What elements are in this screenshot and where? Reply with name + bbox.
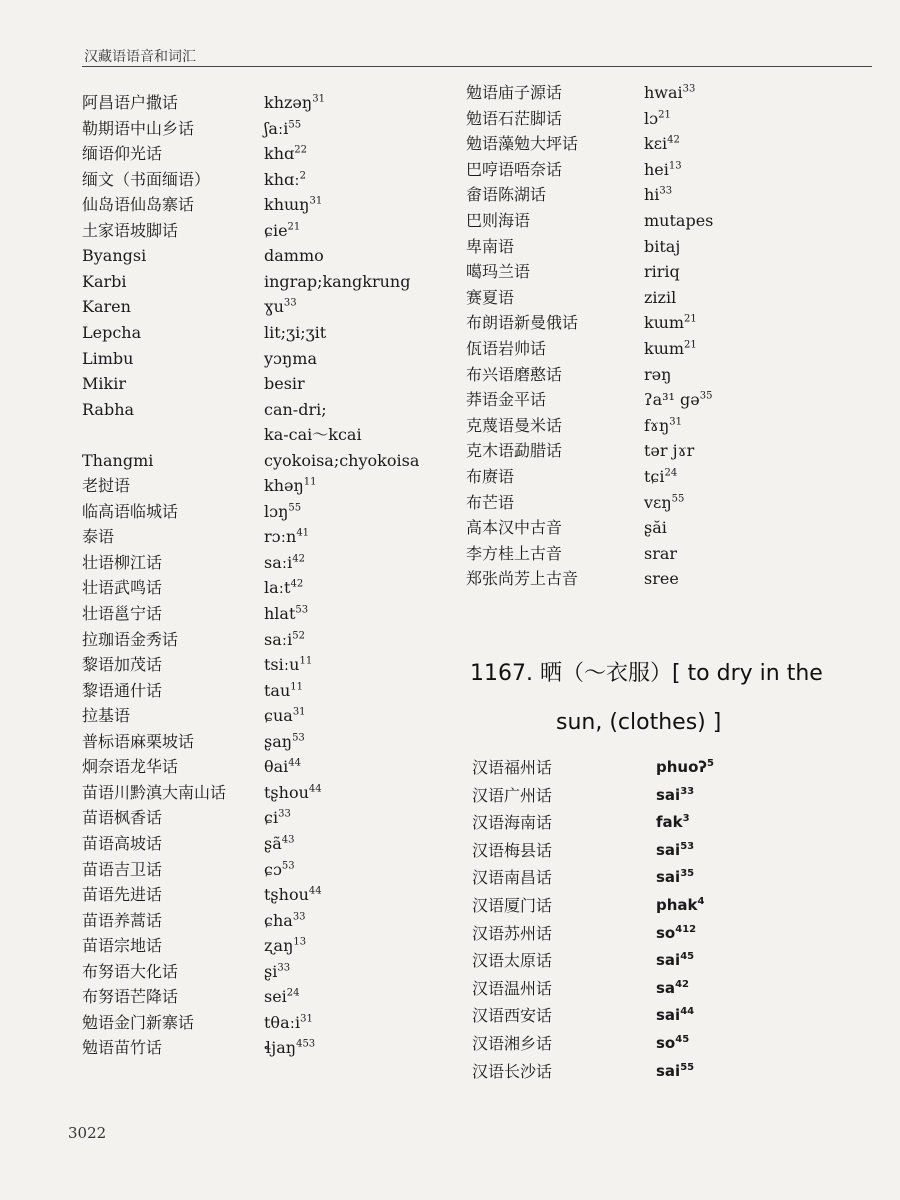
word-form xyxy=(644,490,684,515)
phonetic-form: ʐaŋ xyxy=(264,936,294,956)
language-name: 噶玛兰语 xyxy=(466,262,531,282)
language-name: 布努语芒降话 xyxy=(82,987,179,1007)
word-form xyxy=(264,243,324,268)
word-form xyxy=(644,438,694,463)
language-name: 普标语麻栗坡话 xyxy=(82,731,195,751)
tone-mark: 52 xyxy=(292,630,305,642)
word-form xyxy=(264,805,291,830)
phonetic-form: ɕha xyxy=(264,910,293,930)
language-name: 勉语庙子源话 xyxy=(466,83,563,102)
word-form xyxy=(656,976,689,1001)
word-form xyxy=(644,285,676,310)
word-form xyxy=(264,116,301,141)
word-form xyxy=(644,541,677,566)
tone-mark: 24 xyxy=(286,987,300,999)
language-name: 汉语西安话 xyxy=(472,1006,553,1026)
word-form xyxy=(656,838,694,863)
phonetic-form: srar xyxy=(644,543,678,563)
tone-mark: 24 xyxy=(664,467,678,479)
phonetic-form: laːt xyxy=(264,578,291,598)
phonetic-form: khɑː xyxy=(264,169,300,189)
tone-mark: 412 xyxy=(675,923,697,935)
phonetic-form: sree xyxy=(644,569,679,589)
word-form xyxy=(264,1035,315,1060)
phonetic-form: sei xyxy=(264,987,287,1007)
tone-mark: 11 xyxy=(303,476,317,488)
word-form xyxy=(644,413,682,438)
language-name: 阿昌语户撒话 xyxy=(82,93,179,112)
tone-mark: 31 xyxy=(300,1013,313,1025)
word-form xyxy=(644,106,671,131)
word-form xyxy=(264,473,317,498)
word-form xyxy=(264,575,303,600)
phonetic-form: θai xyxy=(264,757,289,777)
language-name: 壮语邕宁话 xyxy=(82,604,163,623)
phonetic-form: sai xyxy=(656,1061,681,1080)
tone-mark: 33 xyxy=(278,809,291,821)
phonetic-form: ririq xyxy=(644,262,680,282)
language-name: 炯奈语龙华话 xyxy=(82,757,179,777)
word-form xyxy=(264,908,306,933)
phonetic-form: ɬjaŋ xyxy=(264,1038,297,1058)
word-form xyxy=(656,1059,694,1084)
phonetic-form: mutapes xyxy=(644,211,714,230)
tone-mark: 33 xyxy=(680,785,695,797)
language-name: 汉语广州话 xyxy=(472,785,553,805)
word-form xyxy=(264,294,297,319)
word-form xyxy=(644,336,697,361)
tone-mark: 33 xyxy=(292,911,306,923)
word-form xyxy=(264,831,294,856)
tone-mark: 35 xyxy=(699,390,713,402)
language-name: 布朗语新曼俄话 xyxy=(466,313,579,333)
phonetic-form: can-dri; xyxy=(264,399,327,419)
language-name: 临高语临城话 xyxy=(82,501,179,521)
language-name: 苗语高坡话 xyxy=(82,833,163,853)
word-form xyxy=(644,362,671,387)
tone-mark: 45 xyxy=(680,951,695,963)
entry-heading-gloss: sun, (clothes) ] xyxy=(556,710,722,735)
language-name: 土家语坡脚话 xyxy=(82,220,179,240)
word-form xyxy=(264,141,307,166)
word-form xyxy=(644,566,679,591)
phonetic-form: sai xyxy=(656,1006,681,1025)
tone-mark: 53 xyxy=(680,840,695,852)
phonetic-form: phak xyxy=(656,896,698,914)
tone-mark: 13 xyxy=(668,160,682,172)
word-form xyxy=(644,157,682,182)
phonetic-form: tʂhou xyxy=(264,782,309,802)
word-form xyxy=(644,387,712,412)
word-form xyxy=(264,167,306,192)
language-name: 汉语海南话 xyxy=(472,813,553,833)
tone-mark: 53 xyxy=(295,604,309,616)
word-form xyxy=(264,422,362,447)
word-form xyxy=(644,310,697,335)
language-name: 黎语通什话 xyxy=(82,680,163,700)
language-name: 勉语藻勉大坪话 xyxy=(466,134,579,154)
language-name: Karen xyxy=(82,297,131,317)
tone-mark: 31 xyxy=(309,195,323,207)
phonetic-form: khəŋ xyxy=(264,476,304,496)
language-name: 克蔑语曼米话 xyxy=(466,415,563,435)
header-rule xyxy=(82,66,872,67)
word-form xyxy=(656,1031,689,1056)
phonetic-form: kɯm xyxy=(644,339,685,358)
phonetic-form: tsiːu xyxy=(264,655,300,675)
language-name: 巴哼语唔奈话 xyxy=(466,159,563,179)
word-form xyxy=(264,601,308,626)
phonetic-form: hlat xyxy=(264,604,296,623)
phonetic-form: sai xyxy=(656,840,681,859)
word-form xyxy=(644,259,680,284)
word-form xyxy=(264,703,306,728)
phonetic-form: cyokoisa;chyokoisa xyxy=(264,450,420,470)
phonetic-form: khzəŋ xyxy=(264,93,313,112)
word-form xyxy=(264,984,300,1009)
language-name: 高本汉中古音 xyxy=(466,518,563,538)
word-form xyxy=(264,499,301,524)
phonetic-form: ka-cai～kcai xyxy=(264,425,362,445)
language-name: 黎语加茂话 xyxy=(82,655,163,675)
language-name: 壮语武鸣话 xyxy=(82,578,163,598)
phonetic-form: so xyxy=(656,1034,676,1052)
word-form xyxy=(656,783,694,808)
language-name: 汉语福州话 xyxy=(472,758,553,777)
phonetic-form: vɛŋ xyxy=(644,492,672,512)
phonetic-form: bitaj xyxy=(644,236,681,256)
word-form xyxy=(644,234,680,259)
tone-mark: 44 xyxy=(288,757,302,769)
phonetic-form: tɕi xyxy=(644,467,665,486)
language-name: 苗语养蒿话 xyxy=(82,910,163,930)
word-form xyxy=(264,754,301,779)
language-name: Byangsi xyxy=(82,246,147,266)
language-name: 拉珈语金秀话 xyxy=(82,629,179,649)
tone-mark: 55 xyxy=(288,119,302,131)
tone-mark: 55 xyxy=(680,1061,695,1073)
phonetic-form: lɔ xyxy=(644,108,659,128)
tone-mark: 41 xyxy=(296,528,310,540)
word-form xyxy=(264,882,322,907)
page-number: 3022 xyxy=(68,1124,107,1142)
phonetic-form: ʂăi xyxy=(644,518,667,538)
phonetic-form: lit;ʒi;ʒit xyxy=(264,322,327,342)
tone-mark: 11 xyxy=(290,681,304,693)
language-name: 苗语宗地话 xyxy=(82,936,163,956)
phonetic-form: ingrap;kangkrung xyxy=(264,271,411,291)
language-name: 苗语枫香话 xyxy=(82,808,163,828)
phonetic-form: lɔŋ xyxy=(264,501,289,521)
phonetic-form: saːi xyxy=(264,629,293,649)
language-name: 布努语大化话 xyxy=(82,961,179,981)
tone-mark: 21 xyxy=(684,339,697,351)
tone-mark: 453 xyxy=(296,1039,316,1051)
word-form xyxy=(264,524,309,549)
tone-mark: 33 xyxy=(283,298,297,310)
word-form xyxy=(656,810,690,835)
word-form xyxy=(264,320,326,345)
language-name: 赛夏语 xyxy=(466,287,515,307)
phonetic-form: hi xyxy=(644,185,660,205)
word-form xyxy=(264,933,306,958)
language-name: 郑张尚芳上古音 xyxy=(466,569,579,589)
word-form xyxy=(644,80,695,105)
language-name: Mikir xyxy=(82,374,126,394)
phonetic-form: ɕie xyxy=(264,220,288,240)
phonetic-form: kɛi xyxy=(644,134,668,154)
tone-mark: 35 xyxy=(680,868,695,880)
phonetic-form: tθaːi xyxy=(264,1012,301,1032)
word-form xyxy=(656,921,696,946)
entry-heading: 1167. 晒（～衣服）[ to dry in the xyxy=(470,661,823,686)
language-name: 勉语苗竹话 xyxy=(82,1038,163,1058)
word-form xyxy=(656,948,694,973)
language-name: 李方桂上古音 xyxy=(466,543,563,563)
phonetic-form: ɕua xyxy=(264,706,293,726)
tone-mark: 42 xyxy=(675,978,689,990)
phonetic-form: hwai xyxy=(644,83,683,102)
tone-mark: 11 xyxy=(299,655,313,667)
language-name: 汉语厦门话 xyxy=(472,896,553,915)
language-name: 缅文（书面缅语） xyxy=(82,169,211,189)
phonetic-form: ʃaːi xyxy=(264,118,289,138)
running-header: 汉藏语语音和词汇 xyxy=(84,49,196,65)
phonetic-form: saːi xyxy=(264,552,293,572)
tone-mark: 4 xyxy=(697,896,705,907)
phonetic-form: ɕi xyxy=(264,808,279,828)
phonetic-form: ɕɔ xyxy=(264,859,282,879)
phonetic-form: yɔŋma xyxy=(264,348,318,368)
language-name: 缅语仰光话 xyxy=(82,144,163,164)
phonetic-form: rəŋ xyxy=(644,364,672,384)
language-name: 仙岛语仙岛寨话 xyxy=(82,195,195,215)
phonetic-form: fɤŋ xyxy=(644,415,670,435)
language-name: 苗语川黔滇大南山话 xyxy=(82,782,227,802)
language-name: 拉基语 xyxy=(82,706,131,726)
phonetic-form: rɔːn xyxy=(264,527,297,547)
tone-mark: 42 xyxy=(290,579,304,591)
phonetic-form: khɯŋ xyxy=(264,195,310,215)
language-name: 苗语先进话 xyxy=(82,885,163,905)
tone-mark: 31 xyxy=(669,416,682,428)
phonetic-form: tər jɤr xyxy=(644,441,695,461)
word-form xyxy=(264,346,317,371)
phonetic-form: khɑ xyxy=(264,144,295,164)
tone-mark: 33 xyxy=(682,83,696,95)
word-form xyxy=(264,192,322,217)
tone-mark: 43 xyxy=(281,834,295,846)
word-form xyxy=(264,218,300,243)
word-form xyxy=(644,208,713,233)
language-name: 老挝语 xyxy=(82,476,131,496)
tone-mark: 31 xyxy=(292,706,306,718)
word-form xyxy=(656,893,704,918)
phonetic-form: phuoʔ xyxy=(656,758,707,776)
word-form xyxy=(656,1003,694,1028)
language-name: 布兴语磨憨话 xyxy=(466,364,563,384)
word-form xyxy=(656,865,694,890)
language-name: 汉语太原话 xyxy=(472,951,553,971)
word-form xyxy=(264,448,419,473)
tone-mark: 53 xyxy=(281,860,295,872)
tone-mark: 42 xyxy=(667,134,680,146)
word-form xyxy=(264,959,290,984)
tone-mark: 44 xyxy=(308,885,322,897)
language-name: 布芒语 xyxy=(466,492,515,512)
phonetic-form: zizil xyxy=(644,287,677,307)
tone-mark: 22 xyxy=(294,144,307,156)
phonetic-form: ʔa³¹ gə xyxy=(644,390,700,410)
word-form xyxy=(264,397,327,422)
word-form xyxy=(264,269,410,294)
word-form xyxy=(264,678,303,703)
language-name: 莽语金平话 xyxy=(466,390,547,410)
language-name: 布赓语 xyxy=(466,467,515,486)
phonetic-form: sai xyxy=(656,785,681,804)
language-name: 汉语长沙话 xyxy=(472,1061,553,1081)
word-form xyxy=(264,729,305,754)
phonetic-form: so xyxy=(656,923,676,942)
language-name: 勒期语中山乡话 xyxy=(82,118,195,138)
word-form xyxy=(644,515,667,540)
tone-mark: 13 xyxy=(293,936,307,948)
tone-mark: 31 xyxy=(312,93,325,105)
tone-mark: 33 xyxy=(659,186,673,198)
word-form xyxy=(264,371,305,396)
language-name: Thangmi xyxy=(82,450,154,470)
language-name: Lepcha xyxy=(82,322,142,342)
phonetic-form: kɯm xyxy=(644,313,685,333)
phonetic-form: hei xyxy=(644,159,669,179)
phonetic-form: ʂã xyxy=(264,833,282,853)
tone-mark: 44 xyxy=(308,783,322,795)
word-form xyxy=(264,550,305,575)
phonetic-form: tʂhou xyxy=(264,885,309,905)
tone-mark: 2 xyxy=(299,170,307,182)
phonetic-form: sa xyxy=(656,978,676,997)
word-form xyxy=(644,464,677,489)
word-form xyxy=(264,652,312,677)
language-name: 畲语陈湖话 xyxy=(466,185,547,205)
language-name: 克木语勐腊话 xyxy=(466,441,563,461)
tone-mark: 21 xyxy=(658,109,671,121)
language-name: 汉语湘乡话 xyxy=(472,1034,553,1053)
language-name: 苗语吉卫话 xyxy=(82,859,163,879)
language-name: 汉语梅县话 xyxy=(472,840,553,860)
phonetic-form: sai xyxy=(656,868,681,887)
tone-mark: 5 xyxy=(707,758,714,769)
phonetic-form: tau xyxy=(264,680,291,700)
language-name: 泰语 xyxy=(82,527,115,547)
language-name: 勉语金门新寨话 xyxy=(82,1012,195,1032)
language-name: Karbi xyxy=(82,271,127,291)
word-form xyxy=(656,755,714,780)
language-name: 汉语温州话 xyxy=(472,978,553,998)
phonetic-form: ʂi xyxy=(264,961,278,981)
word-form xyxy=(264,857,295,882)
phonetic-form: ɣu xyxy=(264,297,284,317)
language-name: 汉语苏州话 xyxy=(472,923,553,943)
phonetic-form: dammo xyxy=(264,246,324,266)
tone-mark: 21 xyxy=(287,221,301,233)
language-name: Rabha xyxy=(82,399,135,419)
tone-mark: 33 xyxy=(277,962,291,974)
language-name: 巴则海语 xyxy=(466,211,531,230)
word-form xyxy=(644,131,680,156)
tone-mark: 3 xyxy=(682,813,690,825)
word-form xyxy=(264,627,305,652)
language-name: 勉语石茫脚话 xyxy=(466,108,563,128)
phonetic-form: fak xyxy=(656,813,683,832)
tone-mark: 21 xyxy=(684,314,697,326)
phonetic-form: ʂaŋ xyxy=(264,731,293,751)
phonetic-form: besir xyxy=(264,374,305,394)
word-form xyxy=(644,182,672,207)
word-form xyxy=(264,780,322,805)
language-name: 汉语南昌话 xyxy=(472,868,553,888)
language-name: 佤语岩帅话 xyxy=(466,339,547,358)
tone-mark: 42 xyxy=(292,553,305,565)
tone-mark: 45 xyxy=(675,1034,690,1045)
language-name: 卑南语 xyxy=(466,236,515,256)
tone-mark: 44 xyxy=(680,1006,695,1018)
tone-mark: 55 xyxy=(671,493,685,505)
tone-mark: 53 xyxy=(292,732,305,744)
phonetic-form: sai xyxy=(656,951,681,970)
language-name: Limbu xyxy=(82,348,134,368)
language-name: 壮语柳江话 xyxy=(82,552,163,572)
word-form xyxy=(264,1010,313,1035)
word-form xyxy=(264,90,325,115)
tone-mark: 55 xyxy=(288,502,302,514)
